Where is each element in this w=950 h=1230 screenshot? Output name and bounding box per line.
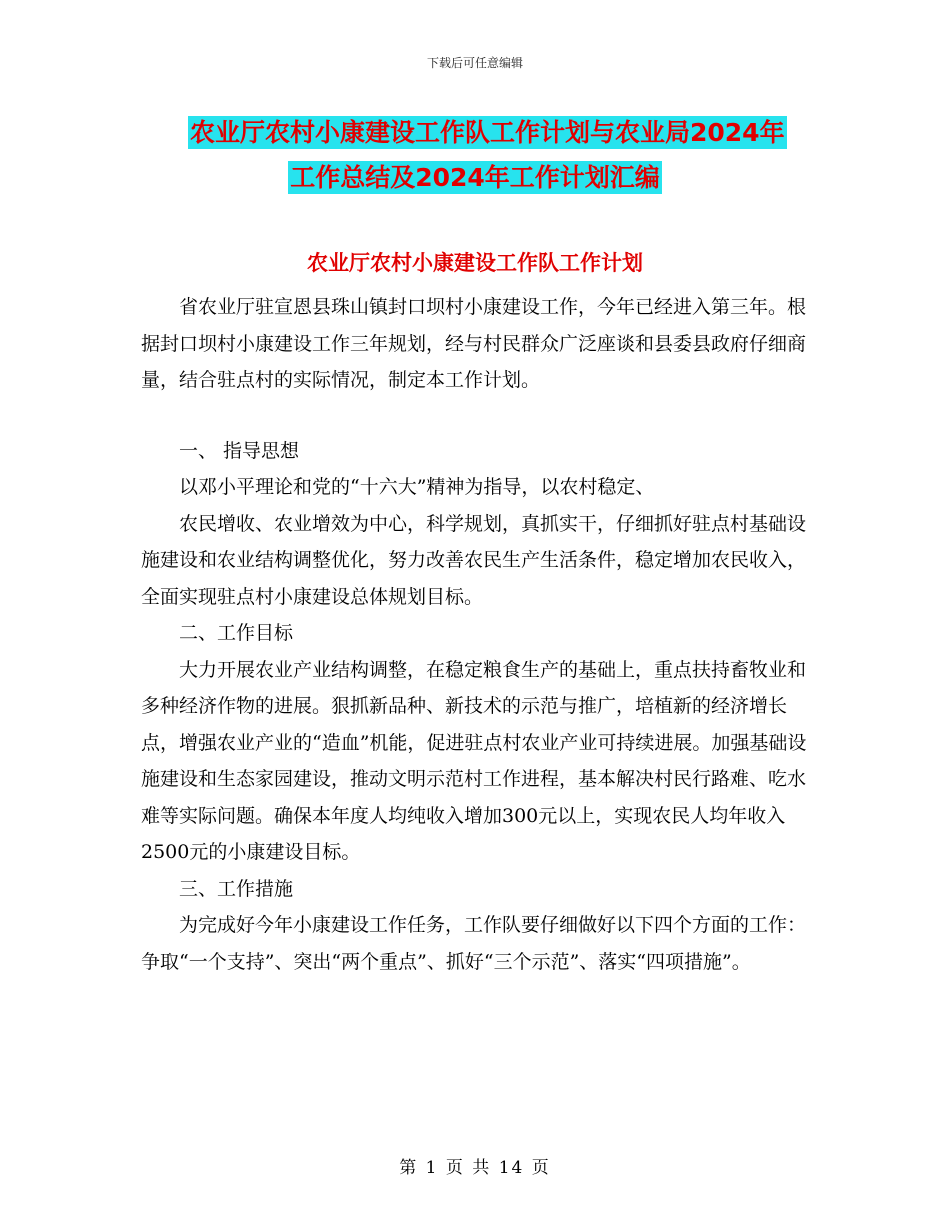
intro-paragraph: 省农业厅驻宣恩县珠山镇封口坝村小康建设工作，今年已经进入第三年。根据封口坝村小康建设工作三年规划，经与村民群众广泛座谈和县委县政府仔细商量，结合驻点村的实际情况，制定本工作计划。 [141,296,807,391]
guiding-thought-line: 以邓小平理论和党的“十六大”精神为指导，以农村稳定、 [179,476,655,498]
document-title [140,110,810,200]
document-body [141,289,809,980]
guiding-thought-paragraph: 农民增收、农业增效为中心，科学规划，真抓实干，仔细抓好驻点村基础设施建设和农业结构调整优化，努力改善农民生产生活条件，稳定增加农民收入，全面实现驻点村小康建设总体规划目标。 [141,512,807,608]
work-goals-paragraph: 大力开展农业产业结构调整，在稳定粮食生产的基础上，重点扶持畜牧业和多种经济作物的进展。狠抓新品种、新技术的示范与推广，培植新的经济增长点，增强农业产业的“造血”机能，促进驻点村农业产业可持续进展。加强基础设施建设和生态家园建设，推动文明示范村工作进程，基本解决村民行路难、吃水难等实际问题。确保本年度人均纯收入增加300元以上，实现农民人均年收入2500元的小康建设目标。 [141,658,807,863]
heading-work-goals: 二、工作目标 [179,622,294,644]
paragraph-spacer [141,399,809,433]
heading-work-measures: 三、工作措施 [179,877,294,900]
title-line-1: 农业厅农村小康建设工作队工作计划与农业局2024年 [190,118,785,147]
page-number: 第 1 页 共 14 页 [399,1158,551,1178]
section-subtitle: 农业厅农村小康建设工作队工作计划 [307,251,643,275]
page-header-note: 下载后可任意编辑 [426,56,523,70]
title-line-2: 工作总结及2024年工作计划汇编 [290,163,660,192]
heading-guiding-thought: 一、 指导思想 [179,439,300,462]
work-measures-paragraph: 为完成好今年小康建设工作任务，工作队要仔细做好以下四个方面的工作：争取“一个支持”、突出“两个重点”、抓好“三个示范”、落实“四项措施”。 [141,914,807,973]
